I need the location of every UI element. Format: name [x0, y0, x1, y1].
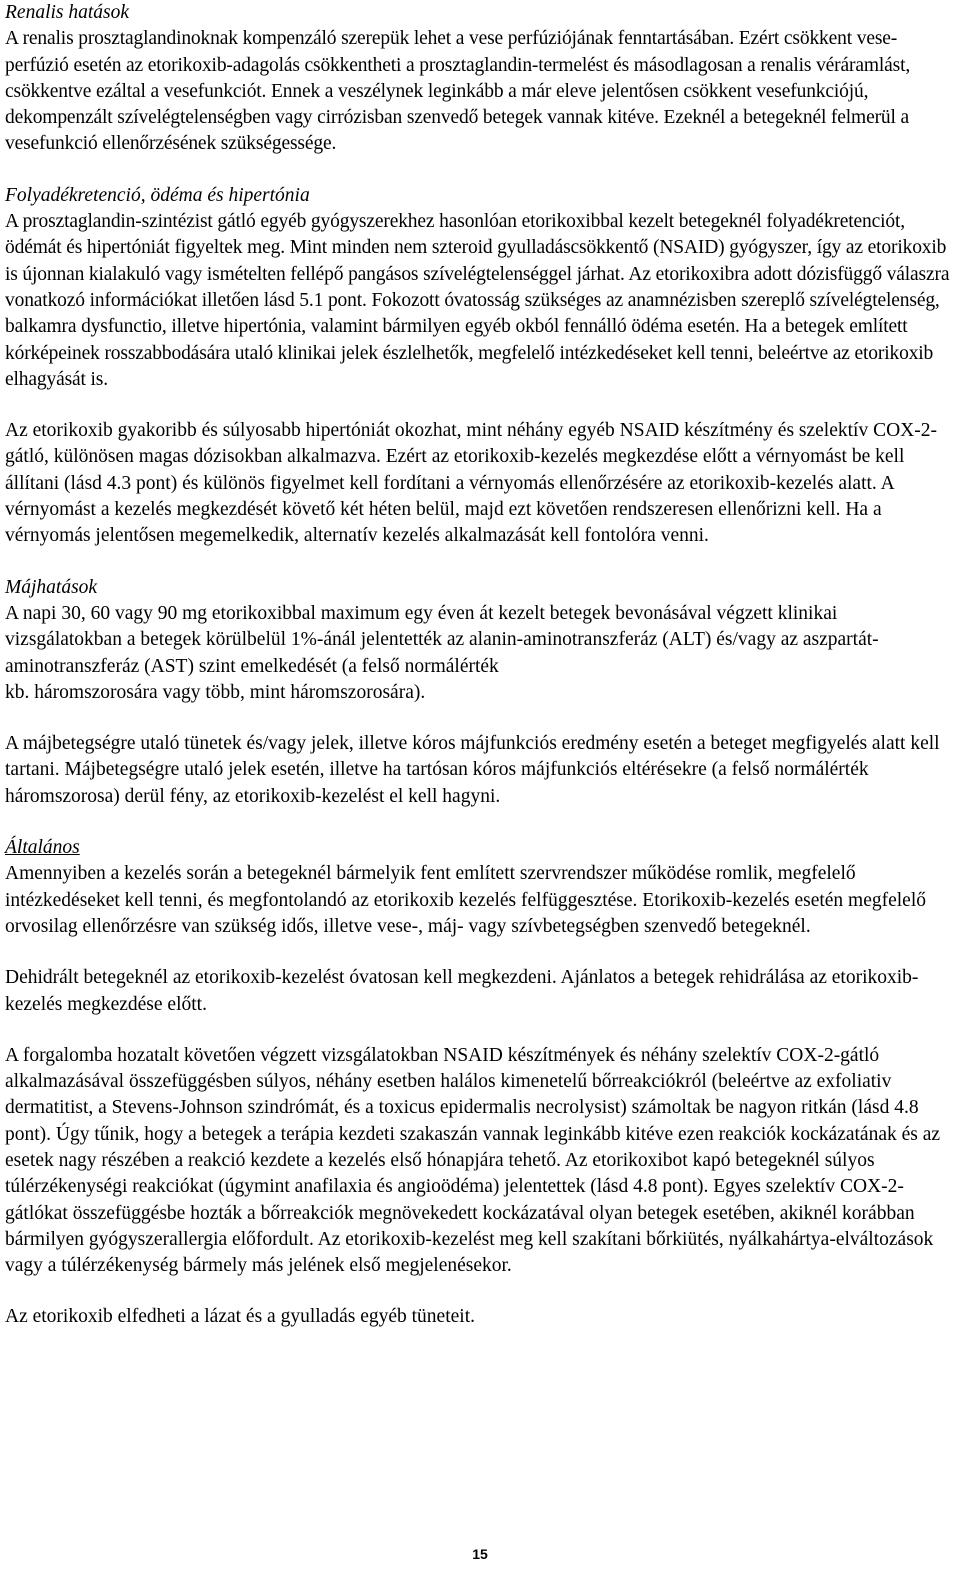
general-body-2: Dehidrált betegeknél az etorikoxib-kezelést óvatosan kell megkezdeni. Ajánlatos a betegek rehidrálása az etorikoxib-kezelés megkezdése előtt.	[5, 967, 919, 1015]
fluid-heading: Folyadékretenció, ödéma és hipertónia	[5, 184, 310, 206]
liver-body	[5, 601, 950, 706]
renal-body: A renalis prosztaglandinoknak kompenzáló szerepük lehet a vese perfúziójának fenntartásában. Ezért csökkent vese-perfúzió esetén az etorikoxib-adagolás csökkentheti a prosztaglandin-termelést és másodlagosan a renalis véráramlást, csökkentve ezáltal a vesefunkciót. Ennek a veszélynek leginkább a már eleve jelentősen csökkent vesefunkciójú, dekompenzált szívelégtelenségben vagy cirrózisban szenvedő betegek vannak kitéve. Ezeknél a betegeknél felmerül a vesefunkció ellenőrzésének szükségessége.	[5, 28, 911, 155]
renal-heading: Renalis hatások	[5, 2, 130, 23]
liver-body-2: A májbetegségre utaló tünetek és/vagy jelek, illetve kóros májfunkciós eredmény esetén a beteget megfigyelés alatt kell tartani. Májbetegségre utaló jelek esetén, illetve ha tartósan kóros májfunkciós eltérésekre (a felső normálérték háromszorosa) derül fény, az etorikoxib-kezelést el kell hagyni.	[5, 733, 940, 807]
liver-heading: Májhatások	[5, 576, 98, 598]
document-page	[5, 0, 950, 1331]
general-body-3: A forgalomba hozatalt követően végzett vizsgálatokban NSAID készítmények és néhány szelektív COX-2-gátló alkalmazásával összefüggésben súlyos, néhány esetben halálos kimenetelű bőrreakciókról (beleértve az exfoliativ dermatitist, a Stevens-Johnson szindrómát, és a toxicus epidermalis necrolysist) számoltak be nagyon ritkán (lásd 4.8 pont). Úgy tűnik, hogy a betegek a terápia kezdeti szakaszán vannak leginkább kitéve ezen reakciók kockázatának és az esetek nagy részében a reakció kezdete a kezelés első hónapjára tehető. Az etorikoxibot kapó betegeknél súlyos túlérzékenységi reakciókat (úgymint anafilaxia és angioödéma) jelentettek (lásd 4.8 pont). Egyes szelektív COX-2-gátlókat összefüggésbe hozták a bőrreakciók megnövekedett kockázatával olyan betegek esetében, akiknél korábban bármilyen gyógyszerallergia előfordult. Az etorikoxib-kezelést meg kell szakítani bőrkiütés, nyálkahártya-elváltozások vagy a túlérzékenység bármely más jelének első megjelenésekor.	[5, 1044, 941, 1277]
fluid-body-2: Az etorikoxib gyakoribb és súlyosabb hipertóniát okozhat, mint néhány egyéb NSAID készítmény és szelektív COX-2-gátló, különösen magas dózisokban alkalmazva. Ezért az etorikoxib-kezelés megkezdése előtt a vérnyomást be kell állítani (lásd 4.3 pont) és különös figyelmet kell fordítani a vérnyomás ellenőrzésére az etorikoxib-kezelés alatt. A vérnyomást a kezelés megkezdését követő két héten belül, majd ezt követően rendszeresen ellenőrizni kell. Ha a vérnyomás jelentősen megemelkedik, alternatív kezelés alkalmazását kell fontolóra venni.	[5, 420, 938, 547]
fluid-body: A prosztaglandin-szintézist gátló egyéb gyógyszerekhez hasonlóan etorikoxibbal kezelt betegeknél folyadékretenciót, ödémát és hipertóniát figyeltek meg. Mint minden nem szteroid gyulladáscsökkentő (NSAID) gyógyszer, így az etorikoxib is újonnan kialakuló vagy ismételten fellépő pangásos szívelégtelenséggel járhat. Az etorikoxibra adott dózisfüggő válaszra vonatkozó információkat illetően lásd 5.1 pont. Fokozott óvatosság szükséges az anamnézisben szereplő szívelégtelenség, balkamra dysfunctio, illetve hipertónia, valamint bármilyen egyéb okból fennálló ödéma esetén. Ha a betegek említett kórképeinek rosszabbodására utaló klinikai jelek észlelhetők, megfelelő intézkedéseket kell tenni, beleértve az etorikoxib elhagyását is.	[5, 211, 950, 390]
page-number: 15	[472, 1546, 488, 1562]
general-heading: Általános	[5, 837, 80, 859]
liver-body-b: kb. háromszorosára vagy több, mint háromszorosára).	[5, 681, 426, 703]
liver-body-a: A napi 30, 60 vagy 90 mg etorikoxibbal maximum egy éven át kezelt betegek bevonásával végzett klinikai vizsgálatokban a betegek körülbelül 1%-ánál jelentették az alanin-aminotranszferáz (ALT) és/vagy az aszpartát-aminotranszferáz (AST) szint emelkedését (a felső normálérték	[5, 602, 879, 677]
general-body-4: Az etorikoxib elfedheti a lázat és a gyulladás egyéb tüneteit.	[5, 1306, 475, 1328]
general-body: Amennyiben a kezelés során a betegeknél bármelyik fent említett szervrendszer működése romlik, megfelelő intézkedéseket kell tenni, és megfontolandó az etorikoxib kezelés felfüggesztése. Etorikoxib-kezelés esetén megfelelő orvosilag ellenőrzésre van szükség idős, illetve vese-, máj- vagy szívbetegségben szenvedő betegeknél.	[5, 863, 927, 937]
